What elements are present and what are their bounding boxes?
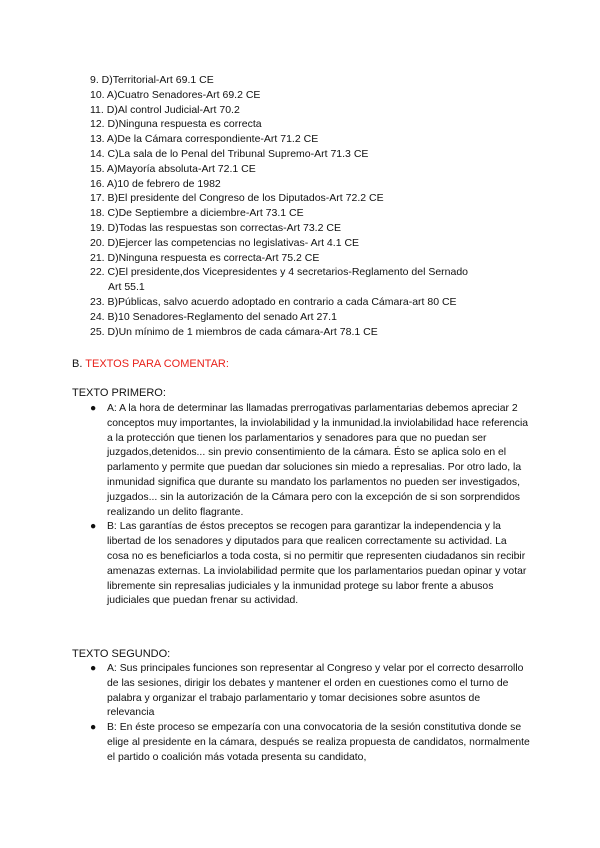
answer-item: 14. C)La sala de lo Penal del Tribunal Supremo-Art 71.3 CE [90, 147, 369, 160]
section-prefix: B. [72, 358, 83, 370]
bullet-item [90, 721, 530, 765]
answer-item: 22. C)El presidente,dos Vicepresidentes y 4 secretarios-Reglamento del Sernado [90, 266, 469, 279]
answer-item: 16. A)10 de febrero de 1982 [90, 177, 221, 190]
answer-item: 12. D)Ninguna respuesta es correcta [90, 118, 262, 131]
answer-item: 15. A)Mayoría absoluta-Art 72.1 CE [90, 162, 256, 175]
texto-primero-title: TEXTO PRIMERO: [72, 387, 166, 399]
bullet-item [90, 402, 530, 520]
bullet-text: A: A la hora de determinar las llamadas prerrogativas parlamentarias debemos apreciar 2 conceptos muy importantes, la inviolabilidad y la inmunidad.la inviolabilidad hace referencia a la protección que tienen los parlamentarios y senadores para que no puedan ser juzgados,detenidos... sin previo consentimiento de la cámara. Ésto se aplica solo en el parlamento y permite que puedan dar soluciones sin miedo a represalias. Por otro lado, la inmunidad significa que durante su mandato los parlamentos no pueden ser investigados, juzgados... sin la autorización de la Cámara pero con la excepción de si son sorprendidos realizando un delito flagrante. [107, 403, 529, 518]
bullet-icon: ● [90, 663, 97, 674]
answer-item: 24. B)10 Senadores-Reglamento del senado Art 27.1 [90, 310, 337, 323]
answer-item-continuation: Art 55.1 [108, 281, 145, 294]
texto-segundo-bullets [90, 662, 530, 766]
texto-segundo-title: TEXTO SEGUNDO: [72, 648, 171, 660]
answer-item: 20. D)Ejercer las competencias no legislativas- Art 4.1 CE [90, 236, 360, 249]
bullet-item [90, 520, 530, 609]
bullet-text: A: Sus principales funciones son representar al Congreso y velar por el correcto desarrollo de las sesiones, dirigir los debates y mantener el orden en cuestiones como el turno de palabra y organizar el trabajo parlamentario y tomar decisiones sobre asuntos de relevancia [107, 663, 524, 719]
answer-item: 17. B)El presidente del Congreso de los Diputados-Art 72.2 CE [90, 192, 384, 205]
answer-list [90, 73, 520, 339]
answer-item: 9. D)Territorial-Art 69.1 CE [90, 74, 214, 86]
section-title: TEXTOS PARA COMENTAR: [85, 358, 229, 370]
answer-item: 18. C)De Septiembre a diciembre-Art 73.1 CE [90, 207, 304, 220]
texto-primero-bullets [90, 402, 530, 609]
bullet-text: B: En éste proceso se empezaría con una convocatoria de la sesión constitutiva donde se elige al presidente en la cámara, después se realiza propuesta de candidatos, normalmente el partido o coalición más votada presenta su candidato, [107, 722, 530, 763]
answer-item: 23. B)Públicas, salvo acuerdo adoptado en contrario a cada Cámara-art 80 CE [90, 295, 457, 308]
answer-item: 13. A)De la Cámara correspondiente-Art 71.2 CE [90, 133, 319, 146]
answer-item: 25. D)Un mínimo de 1 miembros de cada cámara-Art 78.1 CE [90, 325, 378, 338]
bullet-icon: ● [90, 521, 97, 533]
bullet-icon: ● [90, 722, 97, 734]
answer-item: 11. D)Al control Judicial-Art 70.2 [90, 103, 240, 116]
answer-item: 19. D)Todas las respuestas son correctas-Art 73.2 CE [90, 221, 341, 234]
answer-item: 21. D)Ninguna respuesta es correcta-Art 75.2 CE [90, 251, 320, 264]
answer-item: 10. A)Cuatro Senadores-Art 69.2 CE [90, 88, 261, 101]
bullet-icon: ● [90, 403, 97, 414]
section-heading [72, 357, 229, 372]
bullet-item [90, 662, 530, 721]
bullet-text: B: Las garantías de éstos preceptos se recogen para garantizar la independencia y la libertad de los senadores y diputados para que realicen correctamente su actividad. La cosa no es beneficiarlos a toda costa, si no permitir que representen ciudadanos sin recibir amenazas externas. La inviolabilidad permite que los parlamentarios puedan opinar y votar libremente sin represalias judiciales y la inmunidad protege su labor frente a abusos judiciales que puedan frenar su actividad. [107, 521, 527, 607]
